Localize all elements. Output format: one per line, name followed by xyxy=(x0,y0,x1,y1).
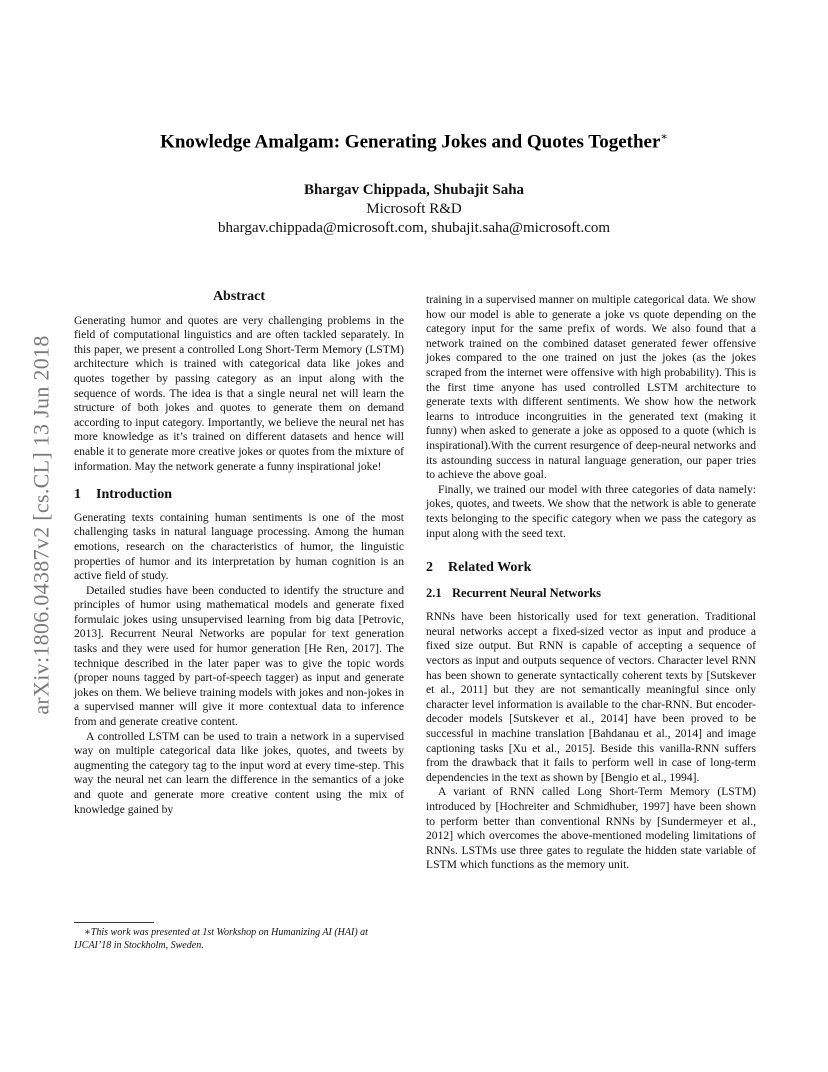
section-number: 1 xyxy=(74,487,81,503)
section-heading-related-work xyxy=(426,561,756,576)
intro-paragraph-3: A controlled LSTM can be used to train a network in a supervised way on multiple categorical data like jokes, quotes, and tweets by augmenting the category tag to the input word at every time-step. This way the neural net can learn the difference in the semantics of a joke and quote and generate more creative content using the mix of knowledge gained by xyxy=(74,729,404,816)
abstract-text: Generating humor and quotes are very challenging problems in the field of computational linguistics and are often tackled separately. In this paper, we present a controlled Long Short-Term Memory (LSTM) architecture which is trained with categorical data like jokes and quotes together by passing category as an input along with the sequence of words. The idea is that a single neural net will learn the structure of both jokes and quotes to generate them on demand according to input category. Importantly, we believe the neural net has more knowledge as it’s trained on different datasets and hence will enable it to generate more creative jokes or quotes from the mixture of information. May the network generate a funny inspirational joke! xyxy=(74,313,404,473)
section-number: 2 xyxy=(426,560,433,576)
left-column xyxy=(74,290,404,817)
authors: Bhargav Chippada, Shubajit Saha xyxy=(303,182,525,198)
section-title: Related Work xyxy=(448,560,532,576)
arxiv-stamp xyxy=(22,290,62,760)
section-title: Introduction xyxy=(96,487,172,503)
paper-title xyxy=(74,130,754,153)
right-column xyxy=(426,293,756,873)
footnote-rule xyxy=(74,922,154,923)
affiliation: Microsoft R&D xyxy=(366,201,462,217)
subsection-title: Recurrent Neural Networks xyxy=(452,585,602,600)
intro-paragraph-3-continued: training in a supervised manner on multiple categorical data. We show how our model is able to generate a joke vs quote depending on the category input for the same prefix of words. We also found that a network trained on the combined dataset generated fewer offensive jokes compared to the one trained on just the jokes (as the jokes scraped from the internet were offensive with high probability). This is the first time anyone has used controlled LSTM architecture to generate texts with different sentiments. We show how the network learns to introduce incongruities in the generated text (making it funny) when asked to generate a joke as opposed to a quote (which is inspirational).With the current resurgence of deep-neural networks and its astounding success in natural language generation, our paper tries to achieve the above goal. xyxy=(426,293,756,482)
intro-paragraph-2: Detailed studies have been conducted to identify the structure and principles of humor using mathematical models and generate fixed formulaic jokes using unsupervised learning from big data [Petrovic, 2013]. Recurrent Neural Networks are popular for text generation tasks and they were used for humor generation [He Ren, 2017]. The technique described in the later paper was to give the topic words (proper nouns tagged by part-of-speech tagger) as input and generate jokes on them. We believe training models with jokes and non-jokes in a supervised manner will give it more contextual data to inference from and generate creative content. xyxy=(74,583,404,729)
related-paragraph-2: A variant of RNN called Long Short-Term Memory (LSTM) introduced by [Hochreiter and Schmidhuber, 1997] have been shown to perform better than conventional RNNs by [Sundermeyer et al., 2012] which overcomes the above-mentioned modeling limitations of RNNs. LSTMs use three gates to regulate the hidden state variable of LSTM which functions as the memory unit. xyxy=(426,785,756,872)
intro-paragraph-1: Generating texts containing human sentiments is one of the most challenging tasks in natural language processing. Among the human emotions, research on the characteristics of humor, the linguistic properties of humor and its interpretation by human cognition is an active field of study. xyxy=(74,510,404,583)
abstract-heading: Abstract xyxy=(212,289,266,304)
subsection-heading-rnn xyxy=(426,586,756,601)
author-emails: bhargav.chippada@microsoft.com, shubajit.saha@microsoft.com xyxy=(217,220,611,236)
title-footnote-mark: ∗ xyxy=(660,131,668,143)
paper-title-text: Knowledge Amalgam: Generating Jokes and Quotes Together xyxy=(160,131,661,153)
subsection-number: 2.1 xyxy=(426,585,442,600)
intro-paragraph-4: Finally, we trained our model with three categories of data namely: jokes, quotes, and tweets. We show that the network is able to generate texts belonging to the specific category when we pass the category as input along with the seed text. xyxy=(426,482,756,540)
footnote: ∗This work was presented at 1st Workshop on Humanizing AI (HAI) at IJCAI’18 in Stockholm, Sweden. xyxy=(74,927,368,951)
arxiv-stamp-text: arXiv:1806.04387v2 [cs.CL] 13 Jun 2018 xyxy=(29,335,55,715)
section-heading-introduction xyxy=(74,488,404,503)
related-paragraph-1: RNNs have been historically used for text generation. Traditional neural networks accept a fixed-sized vector as input and produce a fixed size output. But RNN is capable of accepting a sequence of vectors as input and outputs sequence of vectors. Character level RNN has been shown to generate syntactically coherent texts by [Sutskever et al., 2011] but they are not semantically meaningful since only character level information is available to the char-RNN. But encoder-decoder models [Sutskever et al., 2014] have been proved to be successful in machine translation [Bahdanau et al., 2014] and image captioning tasks [Xu et al., 2015]. Beside this vanilla-RNN suffers from the drawback that it fails to perform well in case of long-term dependencies in the text as shown by [Bengio et al., 1994]. xyxy=(426,610,756,784)
